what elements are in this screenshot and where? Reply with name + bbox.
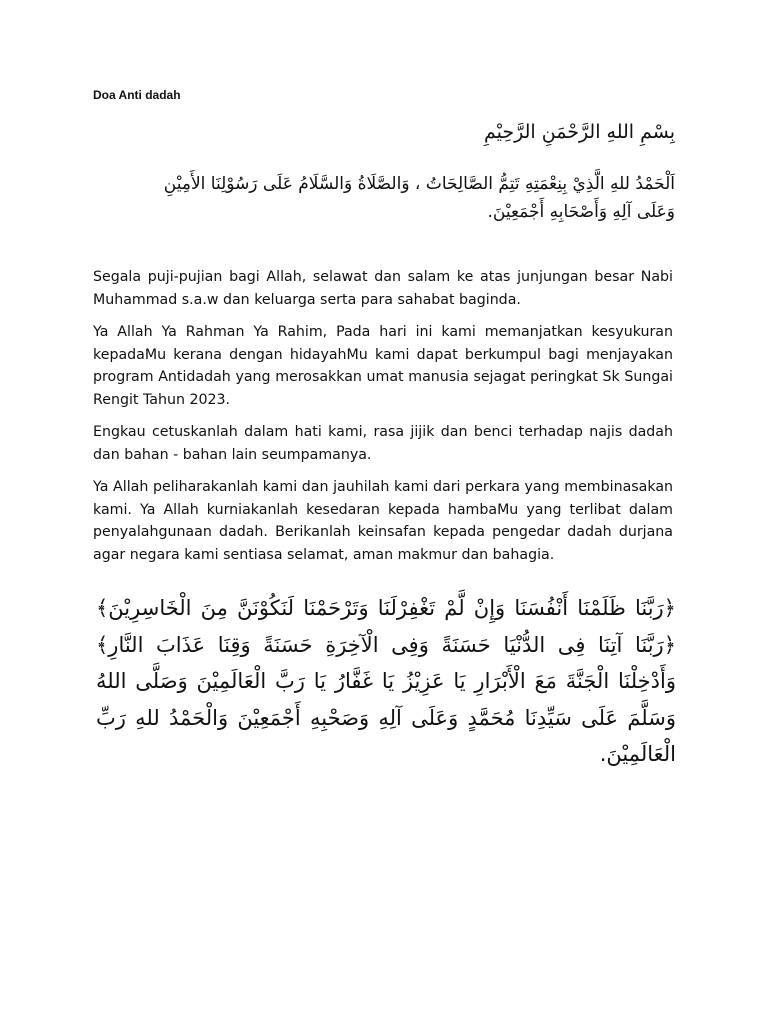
malay-paragraph-gratitude: Ya Allah Ya Rahman Ya Rahim, Pada hari ini kami memanjatkan kesyukuran kepadaMu kerana dengan hidayahMu kami dapat berkumpul bagi menjayakan program Antidadah yang merosakkan umat manusia sejagat peringkat Sk Sungai Rengit Tahun 2023. (93, 324, 673, 408)
malay-paragraph-aversion: Engkau cetuskanlah dalam hati kami, rasa jijik dan benci terhadap najis dadah dan bahan - bahan lain seumpamanya. (93, 424, 673, 463)
document-title: Doa Anti dadah (93, 88, 181, 102)
closing-arabic-prayer: ﴿رَبَّنَا ظَلَمْنَا أَنْفُسَنَا وَإِنْ لَّمْ تَغْفِرْلَنَا وَتَرْحَمْنَا لَنَكُوْنَنَّ مِنَ الْخَاسِرِيْنَ﴾ ﴿رَبَّنَا آتِنَا فِى الدُّنْيَا حَسَنَةً وَفِى الْآخِرَةِ حَسَنَةً وَقِنَا عَذَابَ النَّارِ﴾ وَأَدْخِلْنَا الْجَنَّةَ مَعَ الْأَبْرَارِ يَا عَزِيْزُ يَا غَفَّارُ يَا رَبَّ الْعَالَمِيْنَ وَصَلَّى اللهُ وَسَلَّمَ عَلَى سَيِّدِنَا مُحَمَّدٍ وَعَلَى آلِهِ وَصَحْبِهِ أَجْمَعِيْنَ وَالْحَمْدُ للهِ رَبِّ الْعَالَمِيْنَ. (96, 596, 676, 766)
malay-paragraph-praise: Segala puji-pujian bagi Allah, selawat dan salam ke atas junjungan besar Nabi Muhammad s.a.w dan keluarga serta para sahabat baginda. (93, 269, 673, 308)
malay-paragraph-protection: Ya Allah peliharakanlah kami dan jauhilah kami dari perkara yang membinasakan kami. Ya Allah kurniakanlah kesedaran kepada hambaMu yang terlibat dalam penyalahgunaan dadah. Berikanlah keinsafan kepada pengedar dadah durjana agar negara kami sentiasa selamat, aman makmur dan bahagia. (93, 479, 673, 563)
basmala-arabic: بِسْمِ اللهِ الرَّحْمَنِ الرَّحِيْمِ (484, 121, 675, 143)
opening-arabic-prayer: اَلْحَمْدُ للهِ الَّذِيْ بِنِعْمَتِهِ تَتِمُّ الصَّالِحَاتُ ، وَالصَّلَاةُ وَالسَّلَامُ عَلَى رَسُوْلِنَا الأَمِيْنِ وَعَلَى آلِهِ وَأَصْحَابِهِ أَجْمَعِيْنَ. (163, 174, 675, 222)
